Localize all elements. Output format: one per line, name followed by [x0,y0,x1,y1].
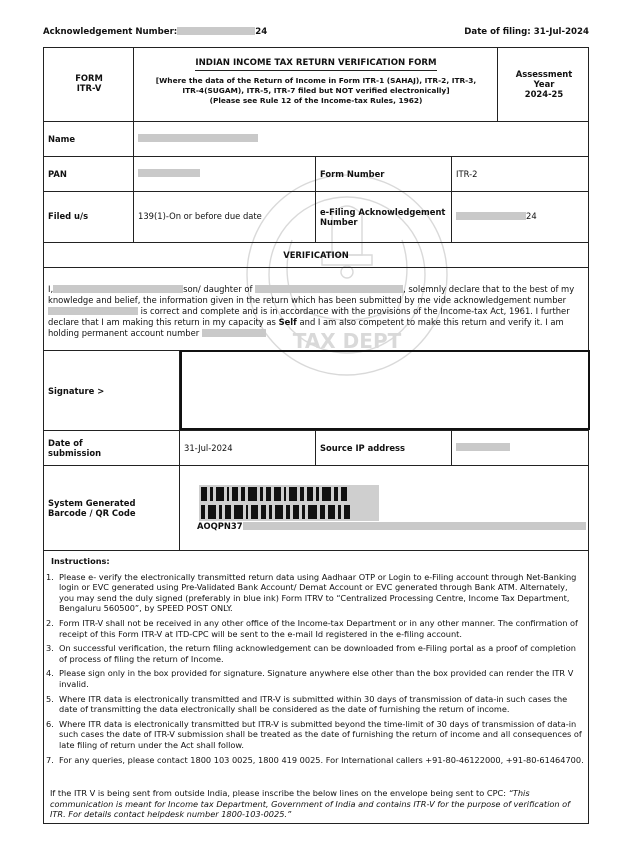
redacted-barcode-text [243,522,586,530]
ack-label: Acknowledgement Number: [43,27,178,37]
name-label: Name [48,134,76,144]
svg-text:TAX DEPT: TAX DEPT [292,329,402,353]
assessment-year: Assessment Year 2024-25 [515,69,573,99]
efiling-ack-label: e-Filing Acknowledgement Number [320,207,446,227]
date-of-submission-value: 31-Jul-2024 [184,443,233,453]
barcode-icon [199,485,379,521]
barcode-text: AOQPN37 [197,521,586,531]
redacted-name [138,134,258,142]
acknowledgement-number [43,27,267,37]
envelope-note: If the ITR V is being sent from outside India, please inscribe the below lines on the envelope being sent to CPC: “This communication is meant for Income tax Department, Government of India and contains ITR-V for the purpose of verification of ITR. For details contact helpdesk number 1800-103-0025.” [50,788,571,820]
form-title: INDIAN INCOME TAX RETURN VERIFICATION FORM [195,58,436,71]
form-label: FORM ITR-V [75,73,103,93]
instruction-item: 3. On successful verification, the return filing acknowledgement can be downloaded from e-Filing portal as a proof of completion of process of filing the return of Income. [46,643,576,664]
redacted-ack-ref [48,307,138,315]
instruction-item: 4. Please sign only in the box provided for signature. Signature anywhere else other than the box provided can render the ITR V invalid. [46,668,574,689]
redacted-pan-ref [202,329,266,337]
signature-label: Signature > [48,386,105,396]
redacted-ack-number [177,27,255,35]
efiling-ack-number: 24 [456,211,537,221]
date-of-submission-label: Date of submission [48,438,102,458]
instruction-item: 6. Where ITR data is electronically transmitted but ITR-V is submitted beyond the time-limit of 30 days of transmission of data-in such cases the date of ITR-V submission shall be treated as the date of furnishing the return of income and all consequences of late filing of return under the Act shall follow. [46,718,582,750]
filed-us-label: Filed u/s [48,211,89,221]
instructions-heading: Instructions: [51,556,110,566]
form-number-label: Form Number [320,169,385,179]
barcode-label: System Generated Barcode / QR Code [48,498,136,518]
instruction-item: 5. Where ITR data is electronically transmitted and ITR-V is submitted within 30 days of transmission of data-in such cases the date of transmitting the data electronically shall be considered as the date of furnishing the return of income. [46,693,568,715]
verification-heading: VERIFICATION [283,250,349,260]
form-number-value: ITR-2 [456,169,478,179]
signature-box[interactable] [180,350,590,430]
filed-us-value: 139(1)-On or before due date [138,211,262,221]
redacted-pan [138,169,200,177]
ack-suffix: 24 [255,27,268,37]
verification-text: I, son/ daughter of , solemnly declare that to the best of my knowledge and belief, the information given in the return which has been submitted by me vide acknowledgement number is correct and complete and is in accordance with the provisions of the Income-tax Act, 1961. I further declare that I am making this return in my capacity as Self and I am also competent to make this return and verify it. I am holding permanent account number [48,284,575,338]
pan-label: PAN [48,169,67,179]
top-line [43,27,589,39]
itr-v-form [43,47,589,824]
date-of-filing: Date of filing: 31-Jul-2024 [464,27,589,37]
redacted-ip [456,443,510,451]
instruction-item: 1. Please e- verify the electronically transmitted return data using Aadhaar OTP or Login to e-Filing account through Net-Banking login or EVC generated using Pre-Validated Bank Account/ Demat Account or EVC generated through Bank ATM. Alternately, you may send the duly signed (preferably in blue ink) Form ITRV to “Centralized Processing Centre, Income Tax Department, Bengaluru 560500”, by SPEED POST ONLY. [46,571,577,614]
form-title-block [134,58,498,106]
instruction-item: 7. For any queries, please contact 1800 103 0025, 1800 419 0025. For International callers +91-80-46122000, +91-80-61464700. [46,754,584,765]
instruction-item: 2. Form ITR-V shall not be received in any other office of the Income-tax Department or in any other manner. The confirmation of receipt of this Form ITR-V at ITD-CPC will be sent to the e-mail Id registered in the e-filing account. [46,617,578,639]
instructions [44,556,584,769]
redacted-efiling-ack [456,212,526,220]
redacted-parent [255,285,403,293]
form-subtitle: [Where the data of the Return of Income in Form ITR-1 (SAHAJ), ITR-2, ITR-3, ITR-4(SUGAM), ITR-5, ITR-7 filed but NOT verified electronically] (Please see Rule 12 of the Income-tax Rules, 1962) [155,76,477,105]
source-ip-label: Source IP address [320,443,406,453]
redacted-declarant [53,285,183,293]
